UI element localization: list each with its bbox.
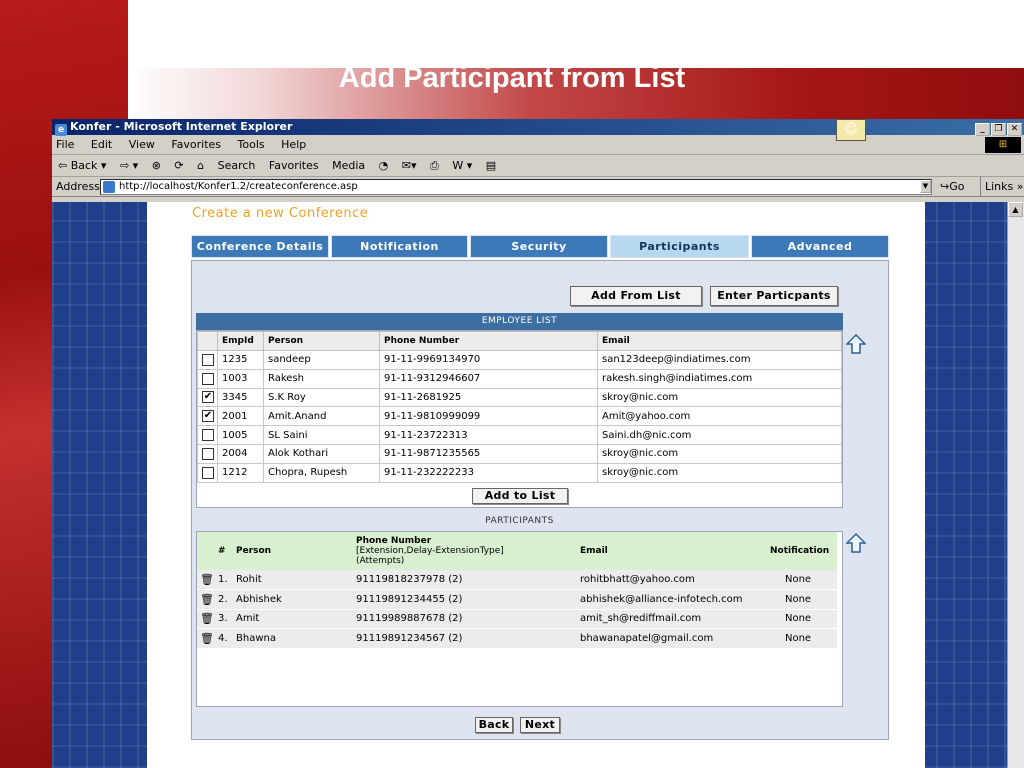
col-phone-label: Phone Number xyxy=(356,536,432,546)
cell-notification: None xyxy=(767,570,837,590)
refresh-icon[interactable]: ⟳ xyxy=(174,159,184,172)
cell-person: Amit xyxy=(233,609,353,629)
employee-table xyxy=(197,331,842,483)
menu-edit[interactable]: Edit xyxy=(90,138,113,151)
menu-file[interactable]: File xyxy=(56,138,75,151)
go-arrow-icon: ↪ xyxy=(940,180,950,193)
cell-email: rohitbhatt@yahoo.com xyxy=(577,570,767,590)
add-to-list-button[interactable]: Add to List xyxy=(472,488,568,504)
col-blank xyxy=(197,532,215,570)
cell-empid: 1235 xyxy=(218,351,264,370)
browser-window xyxy=(52,119,1024,768)
row-checkbox[interactable] xyxy=(198,369,218,388)
links-button[interactable]: Links » xyxy=(980,177,1023,197)
cell-email: bhawanapatel@gmail.com xyxy=(577,629,767,649)
menu-bar xyxy=(52,135,1024,155)
go-label: Go xyxy=(949,180,965,193)
page-title: Create a new Conference xyxy=(192,206,369,221)
favorites-button[interactable]: Favorites xyxy=(268,159,319,172)
cell-number: 4. xyxy=(215,629,233,649)
cell-empid: 2001 xyxy=(218,407,264,426)
close-button[interactable]: ✕ xyxy=(1007,123,1022,136)
page-icon xyxy=(103,181,115,193)
forward-button[interactable]: ⇨ ▾ xyxy=(119,159,139,172)
print-icon[interactable]: ⎙ xyxy=(430,159,439,172)
cell-person: Alok Kothari xyxy=(264,444,380,463)
cell-phone: 91119989887678 (2) xyxy=(353,609,577,629)
cell-email: skroy@nic.com xyxy=(598,444,842,463)
menu-tools[interactable]: Tools xyxy=(237,138,265,151)
col-person: Person xyxy=(233,532,353,570)
col-empid: EmpId xyxy=(218,332,264,351)
move-up-arrow-icon[interactable] xyxy=(846,532,866,554)
employee-list xyxy=(196,330,843,508)
participants-table xyxy=(197,532,837,649)
cell-empid: 1003 xyxy=(218,369,264,388)
table-row xyxy=(197,629,837,649)
col-phone-sub2: (Attempts) xyxy=(356,556,405,566)
menu-help[interactable]: Help xyxy=(281,138,307,151)
stop-icon[interactable]: ⊗ xyxy=(151,159,161,172)
tab-participants[interactable]: Participants xyxy=(610,235,749,258)
col-phone-sub1: [Extension,Delay-ExtensionType] xyxy=(356,546,504,556)
address-url: http://localhost/Konfer1.2/createconference.asp xyxy=(119,181,358,192)
cell-email: Saini.dh@nic.com xyxy=(598,426,842,445)
row-checkbox[interactable] xyxy=(198,407,218,426)
move-up-arrow-icon[interactable] xyxy=(846,333,866,355)
tab-advanced[interactable]: Advanced xyxy=(751,235,889,258)
cell-phone: 91-11-9810999099 xyxy=(380,407,598,426)
address-label: Address xyxy=(56,180,100,193)
cell-person: SL Saini xyxy=(264,426,380,445)
col-email: Email xyxy=(598,332,842,351)
participants-title: PARTICIPANTS xyxy=(485,516,554,526)
cell-phone: 91119891234455 (2) xyxy=(353,590,577,610)
table-row xyxy=(197,609,837,629)
slide-title: Add Participant from List xyxy=(338,62,686,94)
col-email: Email xyxy=(577,532,767,570)
row-checkbox[interactable] xyxy=(198,351,218,370)
browser-toolbar xyxy=(52,155,1024,177)
cell-phone: 91119891234567 (2) xyxy=(353,629,577,649)
checkbox[interactable]: ✔ xyxy=(203,410,213,422)
cell-email: rakesh.singh@indiatimes.com xyxy=(598,369,842,388)
back-button[interactable]: ⇦ Back ▾ xyxy=(58,159,107,172)
mail-icon[interactable]: ✉▾ xyxy=(401,159,417,172)
cell-phone: 91-11-232222233 xyxy=(380,463,598,482)
cell-notification: None xyxy=(767,609,837,629)
cell-email: abhishek@alliance-infotech.com xyxy=(577,590,767,610)
participants-panel xyxy=(191,260,889,740)
address-dropdown-icon[interactable]: ▼ xyxy=(920,180,931,193)
table-row xyxy=(198,444,842,463)
browser-titlebar xyxy=(52,119,1024,135)
table-row xyxy=(198,407,842,426)
next-button[interactable]: Next xyxy=(520,717,560,733)
cell-empid: 1005 xyxy=(218,426,264,445)
cell-phone: 91-11-9312946607 xyxy=(380,369,598,388)
cell-person: Amit.Anand xyxy=(264,407,380,426)
table-row xyxy=(197,590,837,610)
checkbox[interactable] xyxy=(202,429,214,441)
cell-email: san123deep@indiatimes.com xyxy=(598,351,842,370)
row-checkbox[interactable] xyxy=(198,463,218,482)
cell-phone: 91-11-9969134970 xyxy=(380,351,598,370)
cell-person: Rohit xyxy=(233,570,353,590)
cell-person: Abhishek xyxy=(233,590,353,610)
cell-phone: 91119818237978 (2) xyxy=(353,570,577,590)
go-button[interactable] xyxy=(940,177,964,197)
msn-people-icon[interactable]: ☺ xyxy=(836,119,866,141)
cell-empid: 2004 xyxy=(218,444,264,463)
cell-notification: None xyxy=(767,590,837,610)
cell-email: skroy@nic.com xyxy=(598,388,842,407)
add-from-list-button[interactable]: Add From List xyxy=(570,286,702,306)
table-row xyxy=(198,388,842,407)
cell-phone: 91-11-2681925 xyxy=(380,388,598,407)
maximize-button[interactable]: ❐ xyxy=(991,123,1006,136)
cell-email: skroy@nic.com xyxy=(598,463,842,482)
col-select xyxy=(198,332,218,351)
table-row xyxy=(197,570,837,590)
table-row xyxy=(198,426,842,445)
search-button[interactable]: Search xyxy=(217,159,256,172)
delete-trash-icon[interactable]: 🗑 xyxy=(197,590,215,610)
scroll-up-icon[interactable]: ▲ xyxy=(1008,202,1023,217)
table-row xyxy=(198,369,842,388)
participants-list xyxy=(196,531,843,707)
employee-list-title: EMPLOYEE LIST xyxy=(196,313,843,330)
minimize-button[interactable]: _ xyxy=(975,123,990,136)
table-row xyxy=(198,351,842,370)
cell-person: S.K Roy xyxy=(264,388,380,407)
home-icon[interactable]: ⌂ xyxy=(197,159,205,172)
delete-trash-icon[interactable]: 🗑 xyxy=(197,570,215,590)
edit-icon[interactable]: W ▾ xyxy=(452,159,473,172)
cell-number: 1. xyxy=(215,570,233,590)
delete-trash-icon[interactable]: 🗑 xyxy=(197,629,215,649)
ie-icon: e xyxy=(55,124,67,136)
cell-email: Amit@yahoo.com xyxy=(598,407,842,426)
checkbox[interactable] xyxy=(202,448,214,460)
tab-bar xyxy=(191,235,889,258)
cell-person: Rakesh xyxy=(264,369,380,388)
col-notification: Notification xyxy=(767,532,837,570)
cell-notification: None xyxy=(767,629,837,649)
col-phone: Phone Number xyxy=(380,332,598,351)
row-checkbox[interactable] xyxy=(198,426,218,445)
vertical-scrollbar[interactable] xyxy=(1007,202,1024,768)
checkbox[interactable] xyxy=(202,373,214,385)
row-checkbox[interactable] xyxy=(198,388,218,407)
tab-notification[interactable]: Notification xyxy=(331,235,468,258)
checkbox[interactable]: ✔ xyxy=(203,391,213,403)
table-row xyxy=(198,463,842,482)
cell-empid: 1212 xyxy=(218,463,264,482)
col-phone xyxy=(353,532,577,570)
page-content xyxy=(52,202,1007,768)
cell-email: amit_sh@rediffmail.com xyxy=(577,609,767,629)
discuss-icon[interactable]: ▤ xyxy=(485,159,497,172)
cell-phone: 91-11-23722313 xyxy=(380,426,598,445)
history-icon[interactable]: ◔ xyxy=(378,159,389,172)
col-person: Person xyxy=(264,332,380,351)
cell-phone: 91-11-9871235565 xyxy=(380,444,598,463)
tab-conference-details[interactable]: Conference Details xyxy=(191,235,329,258)
delete-trash-icon[interactable]: 🗑 xyxy=(197,609,215,629)
address-bar xyxy=(52,177,1024,197)
participants-header-row xyxy=(197,532,837,570)
windows-logo-icon: ⊞ xyxy=(985,137,1021,153)
tab-security[interactable]: Security xyxy=(470,235,608,258)
menu-view[interactable]: View xyxy=(128,138,155,151)
page-main xyxy=(147,202,925,768)
checkbox[interactable] xyxy=(202,354,214,366)
employee-header-row xyxy=(198,332,842,351)
back-page-button[interactable]: Back xyxy=(475,717,513,733)
cell-person: Bhawna xyxy=(233,629,353,649)
browser-title: Konfer - Microsoft Internet Explorer xyxy=(70,120,293,133)
media-button[interactable]: Media xyxy=(332,159,366,172)
cell-number: 2. xyxy=(215,590,233,610)
cell-person: Chopra, Rupesh xyxy=(264,463,380,482)
cell-number: 3. xyxy=(215,609,233,629)
col-number: # xyxy=(215,532,233,570)
checkbox[interactable] xyxy=(202,467,214,479)
address-input[interactable] xyxy=(100,179,932,195)
enter-participants-button[interactable]: Enter Particpants xyxy=(710,286,838,306)
row-checkbox[interactable] xyxy=(198,444,218,463)
cell-empid: 3345 xyxy=(218,388,264,407)
menu-favorites[interactable]: Favorites xyxy=(171,138,222,151)
cell-person: sandeep xyxy=(264,351,380,370)
